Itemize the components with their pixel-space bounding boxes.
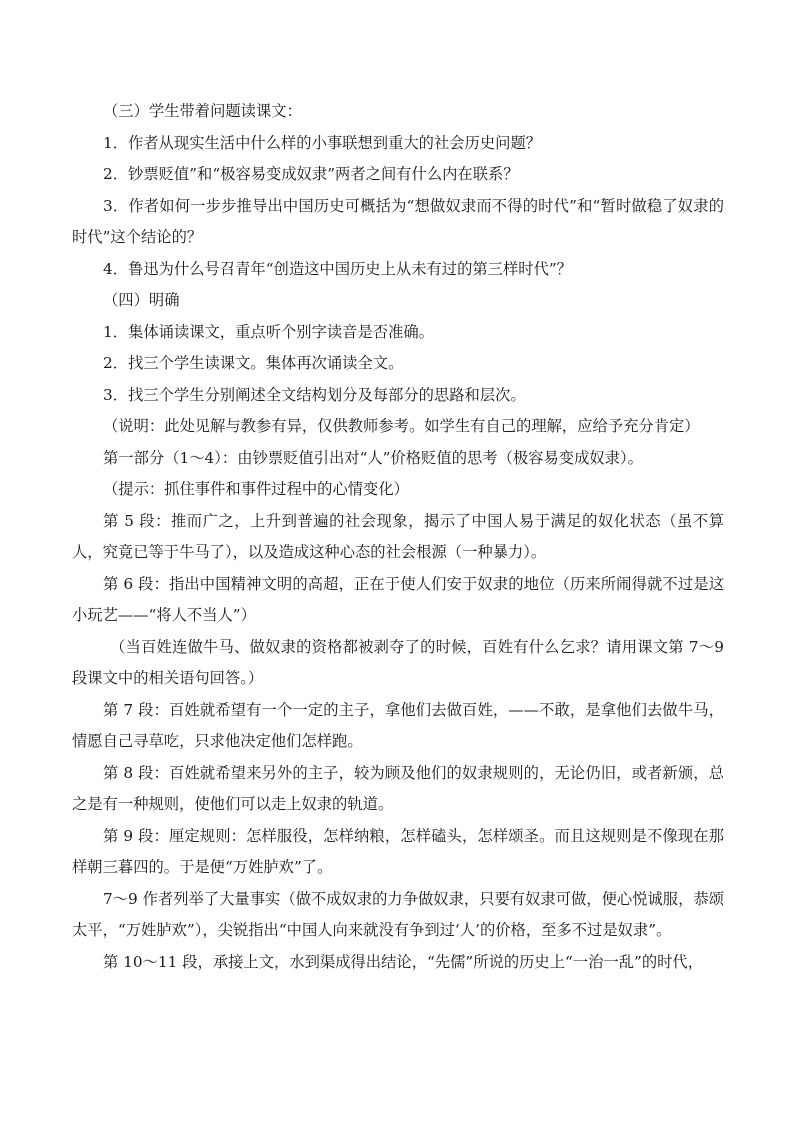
section-heading-4: （四）明确 <box>103 291 180 309</box>
question-1: 1．作者从现实生活中什么样的小事联想到重大的社会历史问题？ <box>103 133 542 152</box>
section-heading-3: （三）学生带着问题读课文： <box>103 102 302 120</box>
section-5-paragraph: 第 5 段：推而广之，上升到普遍的社会现象，揭示了中国人易于满足的奴化状态（虽不算人，究竟已等于牛马了），以及造成这种心态的社会根源（一种暴力）。 <box>72 511 724 561</box>
section-6-paragraph: 第 6 段：指出中国精神文明的高超，正在于使人们安于奴隶的地位（历来所闹得就不过是这小玩艺——“将人不当人”） <box>72 574 724 624</box>
document-body <box>72 96 724 978</box>
section-7-paragraph: 第 7 段：百姓就希望有一个一定的主子，拿他们去做百姓，——不敢，是拿他们去做牛马，情愿自己寻草吃，只求他决定他们怎样跑。 <box>72 700 724 750</box>
part-one-paragraph: 第一部分（1～4）：由钞票贬值引出对“人”价格贬值的思考（极容易变成奴隶）。 <box>103 448 643 467</box>
note-paragraph: （说明：此处见解与教参有异，仅供教师参考。如学生有自己的理解，应给予充分肯定） <box>103 417 700 435</box>
step-1: 1．集体诵读课文，重点听个别字读音是否准确。 <box>103 322 434 341</box>
hint-paragraph: （提示：抓住事件和事件过程中的心情变化） <box>103 480 409 498</box>
section-8-paragraph: 第 8 段：百姓就希望来另外的主子，较为顾及他们的奴隶规则的，无论仍旧，或者新颁，总之是有一种规则，使他们可以走上奴隶的轨道。 <box>72 763 724 813</box>
step-3: 3．找三个学生分别阐述全文结构划分及每部分的思路和层次。 <box>103 385 526 404</box>
section-9-paragraph: 第 9 段：厘定规则：怎样服役，怎样纳粮，怎样磕头，怎样颂圣。而且这规则是不像现在那样朝三暮四的。于是便“万姓胪欢”了。 <box>72 826 724 876</box>
question-3: 3．作者如何一步步推导出中国历史可概括为“想做奴隶而不得的时代”和“暂时做稳了奴隶的时代”这个结论的？ <box>72 196 724 246</box>
prompt-paragraph: （当百姓连做牛马、做奴隶的资格都被剥夺了的时候，百姓有什么乞求？请用课文第 7～9 段课文中的相关语句回答。） <box>72 637 724 687</box>
question-4: 4．鲁迅为什么号召青年“创造这中国历史上从未有过的第三样时代”？ <box>103 259 572 278</box>
sections-10-11-paragraph: 第 10～11 段，承接上文，水到渠成得出结论，“先儒”所说的历史上“一治一乱”的时代， <box>103 952 704 971</box>
step-2: 2．找三个学生读课文。集体再次诵读全文。 <box>103 354 404 372</box>
sections-7-9-summary: 7～9 作者列举了大量事实（做不成奴隶的力争做奴隶，只要有奴隶可做，便心悦诚服，恭颂太平，“万姓胪欢”），尖锐指出“中国人向来就没有争到过‘人’的价格，至多不过是奴隶”。 <box>72 889 724 939</box>
question-2: 2．钞票贬值”和“极容易变成奴隶”两者之间有什么内在联系？ <box>103 165 519 183</box>
